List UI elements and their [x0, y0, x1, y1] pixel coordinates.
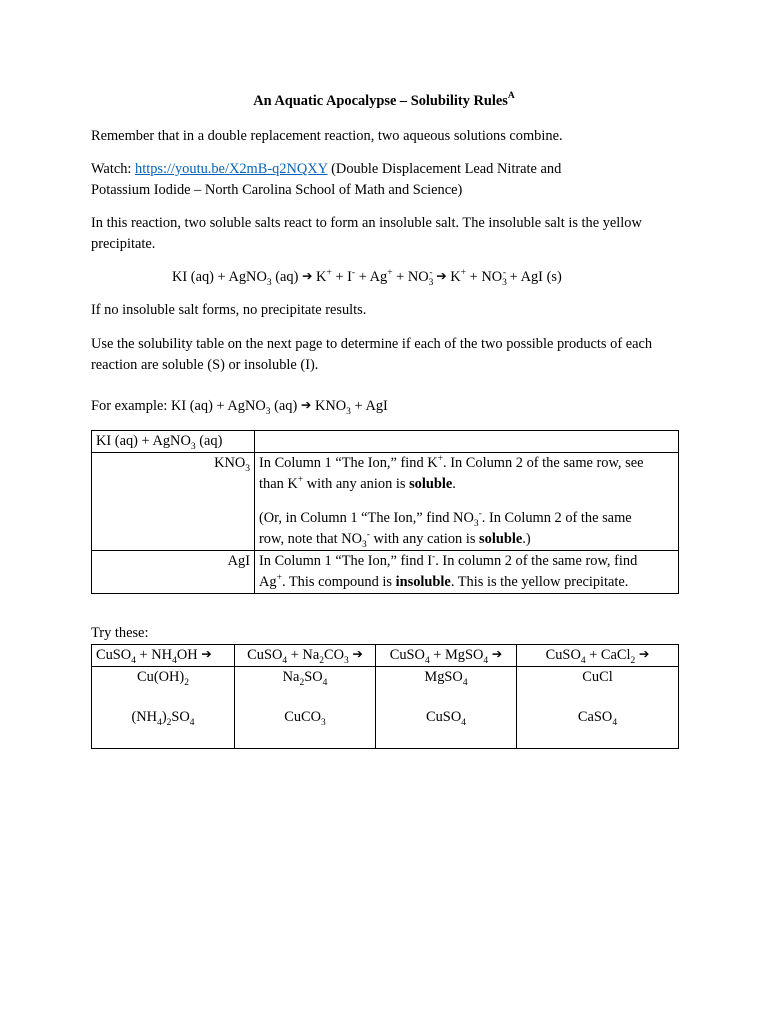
example-table: [91, 430, 679, 594]
try-table: [91, 644, 679, 749]
table-row: [92, 667, 679, 749]
table-row: [92, 645, 679, 667]
use-table-line2: reaction are soluble (S) or insoluble (I).: [91, 357, 319, 373]
products-cell-3: MgSO$_4$ CuSO$_4$: [376, 667, 517, 749]
video-link[interactable]: https://youtu.be/X2mB-q2NQXY: [135, 161, 328, 177]
try-header-3: CuSO$_4$ + MgSO$_4$ ➔: [376, 645, 517, 667]
watch-line: [91, 159, 561, 180]
try-label: Try these:: [91, 625, 149, 641]
watch-description: (Double Displacement Lead Nitrate and: [327, 161, 562, 177]
table-row: [92, 431, 679, 453]
no-precipitate-text: If no insoluble salt forms, no precipitate results.: [91, 302, 367, 318]
table-row: [92, 551, 679, 594]
ionic-equation: KI (aq) + AgNO$_3$ (aq) ➔ $K^+ + I^- + Ag^+ + NO_3^-$ ➔ $K^+ + NO_3^-$ + AgI (s): [172, 268, 562, 288]
try-header-4: CuSO$_4$ + CaCl$_2$ ➔: [517, 645, 679, 667]
title-superscript: A: [507, 91, 515, 102]
try-header-1: CuSO$_4$ + $NH_4OH$ ➔: [92, 645, 235, 667]
example-equation: For example: KI (aq) + AgNO$_3$ (aq) ➔ $KNO_3$ + AgI: [91, 398, 388, 417]
use-table-line1: Use the solubility table on the next page to determine if each of the two possible products of each: [91, 336, 653, 352]
table-row: [92, 453, 679, 551]
reaction-text-line1: In this reaction, two soluble salts react to form an insoluble salt. The insoluble salt is the yellow: [91, 215, 642, 231]
compound-cell-kno3: $KNO_3$: [92, 453, 255, 551]
explanation-cell-agi: In Column 1 “The Ion,” find I-. In column 2 of the same row, find Ag+. This compound is insoluble. This is the yellow precipitate.: [255, 551, 679, 594]
products-cell-1: $Cu(OH)_2$ $(NH_4)_2SO_4$: [92, 667, 235, 749]
intro-text: Remember that in a double replacement reaction, two aqueous solutions combine.: [91, 128, 563, 144]
watch-description-line2: Potassium Iodide – North Carolina School of Math and Science): [91, 182, 463, 198]
example-label: For example:: [91, 398, 168, 414]
products-cell-2: $Na_2SO_4$ CuCO$_3$: [235, 667, 376, 749]
compound-cell-agi: AgI: [92, 551, 255, 594]
reaction-text-line2: precipitate.: [91, 236, 156, 252]
document-title: An Aquatic Apocalypse – Solubility Rules$^A$: [253, 91, 515, 109]
watch-label: Watch:: [91, 161, 135, 177]
products-cell-4: CuCl CaSO$_4$: [517, 667, 679, 749]
try-header-2: CuSO$_4$ + $Na_2CO_3$ ➔: [235, 645, 376, 667]
explanation-cell-kno3: In Column 1 “The Ion,” find K+. In Column 2 of the same row, see than K+ with any anion is soluble. (Or, in Column 1 “The Ion,” find $NO_3^-$. In Column 2 of the same row, note that $NO_3^-$ with any cation is soluble.): [255, 453, 679, 551]
example-header-cell: KI (aq) + AgNO$_3$ (aq): [92, 431, 255, 453]
empty-header-cell: [255, 431, 679, 453]
